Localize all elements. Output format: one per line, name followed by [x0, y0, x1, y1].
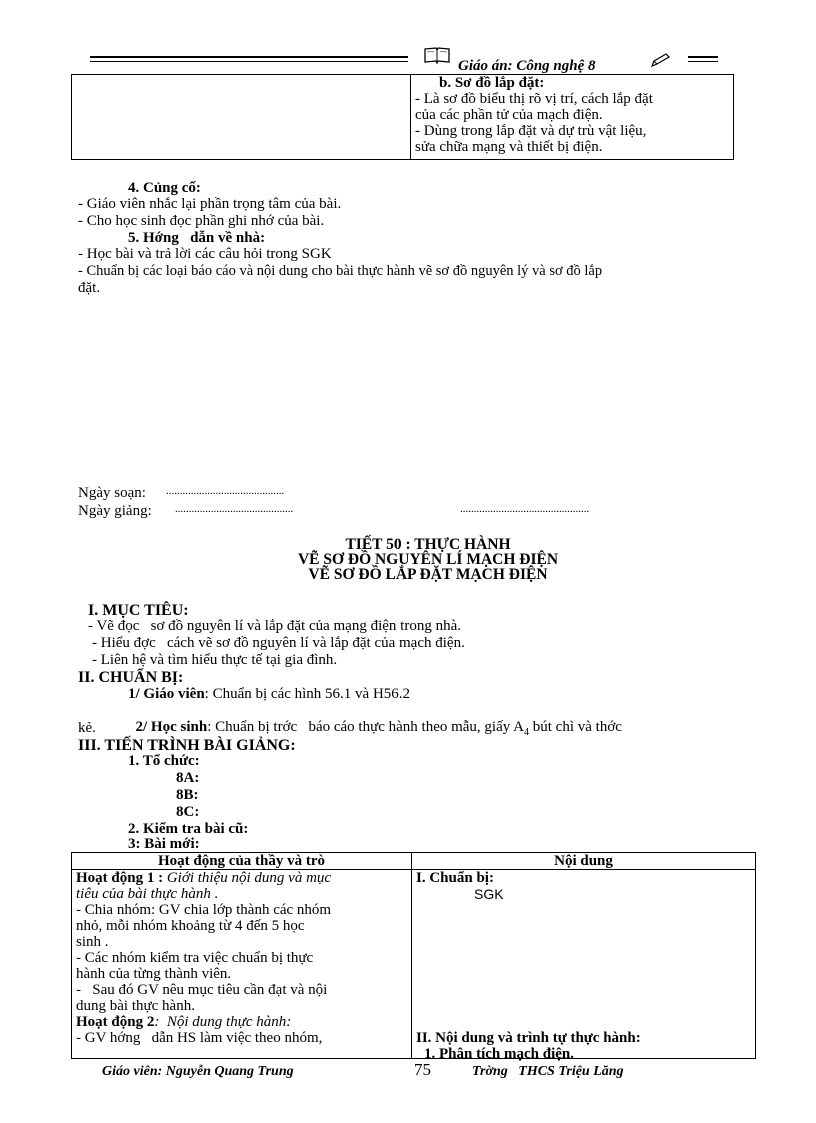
- new-lesson-heading: 3: Bài mới:: [128, 836, 200, 852]
- header-title: Giáo án: Công nghệ 8: [458, 58, 596, 74]
- preparation-heading: II. CHUẨN BỊ:: [78, 669, 184, 686]
- col-header-content: Nội dung: [412, 853, 756, 870]
- content-prep-heading: I. Chuẩn bị:: [416, 870, 494, 886]
- layout-diagram-heading: b. Sơ đồ lắp đặt:: [439, 75, 545, 91]
- teach-date-label: Ngày giảng:: [78, 503, 152, 519]
- teach-date-dots: ...........................................: [175, 503, 294, 515]
- header-rule-left: [90, 56, 408, 58]
- lesson-title-line3: VẼ SƠ ĐỒ LẮP ĐẶT MẠCH ĐIỆN: [308, 566, 548, 583]
- top-table-right-cell: [411, 75, 734, 160]
- class-8b: 8B:: [176, 787, 199, 803]
- activity1-line: hành của từng thành viên.: [76, 966, 232, 982]
- pencil-icon: [650, 52, 672, 72]
- class-8c: 8C:: [176, 804, 200, 820]
- objective-line: - Vẽ đọc sơ đồ nguyên lí và lắp đặt của mạng điện trong nhà.: [88, 618, 461, 634]
- header-rule-right: [688, 56, 718, 58]
- teacher-prep: [128, 686, 410, 702]
- objective-line: - Liên hệ và tìm hiểu thực tế tại gia đình.: [92, 652, 338, 668]
- student-prep-text2: bút chì và thớc: [529, 719, 622, 735]
- layout-diagram-line: - Là sơ đồ biểu thị rõ vị trí, cách lắp đặt: [415, 91, 653, 107]
- top-table: [71, 74, 734, 160]
- activity1-line: - Các nhóm kiểm tra việc chuẩn bị thực: [76, 950, 314, 966]
- content-circuit-analysis-heading: 1. Phân tích mạch điện.: [424, 1046, 575, 1062]
- homework-heading: 5. Hớng dẫn về nhà:: [128, 230, 266, 246]
- lesson-title: [0, 537, 816, 582]
- top-table-left-cell: [72, 75, 411, 160]
- layout-diagram-line: của các phần tử của mạch điện.: [415, 107, 603, 123]
- activity1-title-wrap: tiêu của bài thực hành .: [76, 886, 219, 902]
- student-prep-wrap: kẻ.: [78, 720, 96, 736]
- activity1-line: - Sau đó GV nêu mục tiêu cần đạt và nội: [76, 982, 328, 998]
- teacher-prep-text: : Chuẩn bị các hình 56.1 và H56.2: [204, 686, 411, 702]
- activity1-label: Hoạt động 1 :: [76, 870, 164, 886]
- homework-line: - Học bài và trả lời các câu hỏi trong SGK: [78, 246, 332, 262]
- process-heading: III. TIẾN TRÌNH BÀI GIẢNG:: [78, 737, 296, 754]
- class-8a: 8A:: [176, 770, 200, 786]
- organization-heading: 1. Tổ chức:: [128, 753, 200, 769]
- content-prep-text: SGK: [474, 886, 504, 902]
- objective-line: - Hiểu đợc cách vẽ sơ đồ nguyên lí và lắp đặt của mạch điện.: [92, 635, 465, 651]
- footer-teacher: Giáo viên: Nguyễn Quang Trung: [102, 1064, 294, 1079]
- student-prep: [128, 703, 622, 741]
- content-cell: [412, 870, 756, 1062]
- consolidate-heading: 4. Củng cố:: [128, 180, 201, 196]
- header-rule-right-2: [688, 61, 718, 62]
- footer-school: Trờng THCS Triệu Lăng: [472, 1064, 624, 1079]
- objectives-heading: I. MỤC TIÊU:: [88, 602, 189, 619]
- activity1-line: dung bài thực hành.: [76, 998, 195, 1014]
- activity1-line: nhỏ, mỗi nhóm khoảng từ 4 đến 5 học: [76, 918, 305, 934]
- layout-diagram-line: - Dùng trong lắp đặt và dự trù vật liệu,: [415, 123, 647, 139]
- consolidate-line: - Cho học sinh đọc phần ghi nhớ của bài.: [78, 213, 325, 229]
- activity1-line: sinh .: [76, 934, 109, 950]
- homework-line: đặt.: [78, 280, 101, 296]
- activity1-title: Giới thiệu nội dung và mục: [163, 870, 332, 886]
- lesson-title-line2: VẼ SƠ ĐỒ NGUYÊN LÍ MẠCH ĐIỆN: [297, 551, 559, 568]
- layout-diagram-line: sửa chữa mạng và thiết bị điện.: [415, 139, 603, 155]
- activity2-label: Hoạt động 2: [76, 1014, 155, 1030]
- teacher-prep-label: 1/ Giáo viên: [128, 686, 205, 702]
- consolidate-line: - Giáo viên nhắc lại phần trọng tâm của bài.: [78, 196, 342, 212]
- activities-cell: [72, 870, 412, 1059]
- prep-date-label: Ngày soạn:: [78, 485, 146, 501]
- book-icon: [424, 46, 450, 68]
- activity1-line: - Chia nhóm: GV chia lớp thành các nhóm: [76, 902, 332, 918]
- activity2-line: - GV hớng dẫn HS làm việc theo nhóm,: [76, 1030, 323, 1046]
- lesson-title-line1: TIẾT 50 : THỰC HÀNH: [345, 536, 511, 553]
- right-date-dots: ...............................................: [460, 503, 590, 515]
- student-prep-text: : Chuẩn bị trớc báo cáo thực hành theo mẫu, giấy A: [207, 719, 525, 735]
- student-prep-sub: 4: [524, 727, 530, 738]
- content-procedure-heading: II. Nội dung và trình tự thực hành:: [416, 1030, 641, 1046]
- footer-page-number: 75: [414, 1060, 431, 1079]
- col-header-activities: Hoạt động của thầy và trò: [72, 853, 412, 870]
- activity2-title: : Nội dung thực hành:: [154, 1014, 292, 1030]
- homework-line: - Chuẩn bị các loại báo cáo và nội dung cho bài thực hành vẽ sơ đồ nguyên lý và sơ đồ lắp: [78, 263, 603, 279]
- activity-table: [71, 852, 756, 1062]
- header-rule-left-2: [90, 61, 408, 62]
- old-lesson-check-heading: 2. Kiểm tra bài cũ:: [128, 821, 249, 837]
- prep-date-dots: ...........................................: [166, 485, 285, 497]
- student-prep-label: 2/ Học sinh: [135, 719, 208, 735]
